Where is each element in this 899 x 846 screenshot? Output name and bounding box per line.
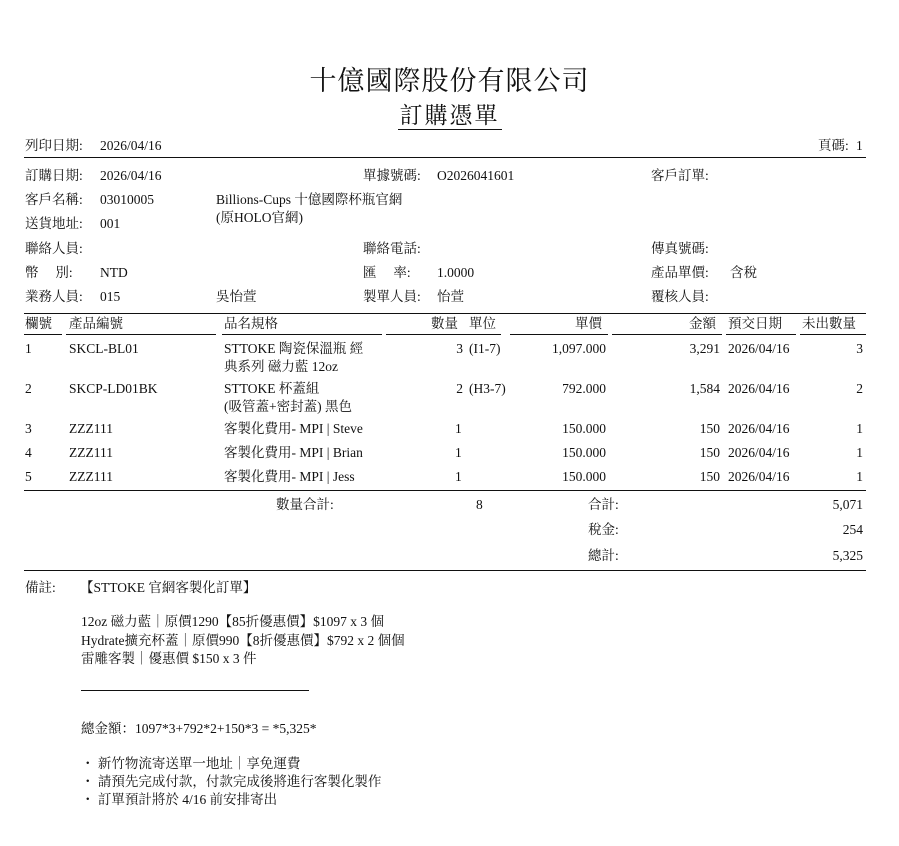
cell-spec-line1: STTOKE 杯蓋組 — [224, 381, 320, 396]
cell-spec-line1: 客製化費用- MPI | Jess — [224, 469, 355, 484]
customer-code: 03010005 — [100, 192, 154, 207]
cell-remaining: 1 — [856, 469, 863, 484]
cell-amount: 3,291 — [689, 341, 720, 356]
cell-spec-line1: 客製化費用- MPI | Brian — [224, 445, 363, 460]
document-title-text: 訂購憑單 — [399, 103, 500, 128]
contact-label: 聯絡人員: — [25, 241, 83, 256]
page-number: 1 — [856, 138, 863, 153]
remarks-bullet-3: ・ 訂單預計將於 4/16 前安排寄出 — [81, 792, 278, 807]
ship-address: 001 — [100, 216, 121, 231]
th-due: 預交日期 — [728, 316, 782, 331]
cell-code: ZZZ111 — [69, 421, 113, 436]
doc-no: O2026041601 — [437, 168, 515, 183]
sales-label: 業務人員: — [25, 289, 83, 304]
cell-due: 2026/04/16 — [728, 445, 790, 460]
price-type: 含稅 — [730, 265, 757, 280]
cell-remaining: 3 — [856, 341, 863, 356]
sales-name: 吳怡萱 — [216, 289, 257, 304]
cell-qty: 1 — [455, 469, 462, 484]
order-date-label: 訂購日期: — [25, 168, 83, 183]
cell-qty: 1 — [455, 421, 462, 436]
order-date: 2026/04/16 — [100, 168, 162, 183]
cell-unit: (I1-7) — [469, 341, 501, 356]
page-label: 頁碼: — [818, 138, 849, 153]
grand-total: 5,325 — [832, 548, 863, 563]
remarks-bullet-2: ・ 請預先完成付款，付款完成後將進行客製化製作 — [81, 774, 382, 789]
cell-amount: 150 — [699, 469, 720, 484]
cell-unit: (H3-7) — [469, 381, 506, 396]
th-code: 產品編號 — [69, 316, 123, 331]
cell-price: 150.000 — [562, 421, 606, 436]
cell-remaining: 1 — [856, 421, 863, 436]
cell-amount: 150 — [699, 421, 720, 436]
cell-due: 2026/04/16 — [728, 381, 790, 396]
cell-qty: 1 — [455, 445, 462, 460]
cell-spec-line1: 客製化費用- MPI | Steve — [224, 421, 363, 436]
th-price: 單價 — [575, 316, 602, 331]
cell-no: 2 — [25, 381, 32, 396]
remarks-title: 【STTOKE 官網客製化訂單】 — [80, 580, 257, 595]
cell-no: 3 — [25, 421, 32, 436]
th-qty: 數量 — [431, 316, 458, 331]
fax-label: 傳真號碼: — [651, 241, 709, 256]
cell-spec-line1: STTOKE 陶瓷保溫瓶 經 — [224, 341, 364, 356]
remarks-bullet-1: ・ 新竹物流寄送單一地址｜享免運費 — [81, 756, 301, 771]
maker: 怡萱 — [437, 289, 464, 304]
company-name: 十億國際股份有限公司 — [309, 66, 590, 96]
cell-qty: 2 — [456, 381, 463, 396]
cell-due: 2026/04/16 — [728, 469, 790, 484]
cell-qty: 3 — [456, 341, 463, 356]
remarks-line-3: 雷雕客製｜優惠價 $150 x 3 件 — [81, 651, 257, 666]
cell-no: 4 — [25, 445, 32, 460]
cell-no: 1 — [25, 341, 32, 356]
th-amount: 金額 — [689, 316, 716, 331]
cell-remaining: 2 — [856, 381, 863, 396]
cell-code: ZZZ111 — [69, 469, 113, 484]
qty-total-label: 數量合計: — [276, 497, 334, 512]
cell-remaining: 1 — [856, 445, 863, 460]
remarks-line-2: Hydrate擴充杯蓋｜原價990【8折優惠價】$792 x 2 個個 — [81, 633, 405, 648]
header-divider — [24, 157, 866, 158]
cell-due: 2026/04/16 — [728, 421, 790, 436]
tax-label: 稅金: — [588, 522, 619, 537]
cell-code: ZZZ111 — [69, 445, 113, 460]
customer-name-line2: (原HOLO官網) — [216, 210, 303, 225]
cell-price: 150.000 — [562, 445, 606, 460]
cell-code: SKCL-BL01 — [69, 341, 139, 356]
subtotal: 5,071 — [832, 497, 863, 512]
cell-price: 1,097.000 — [552, 341, 606, 356]
remarks-line-1: 12oz 磁力藍｜原價1290【85折優惠價】$1097 x 3 個 — [81, 614, 384, 629]
exchange-rate: 1.0000 — [437, 265, 475, 280]
table-bottom-line — [24, 490, 866, 491]
sales-code: 015 — [100, 289, 121, 304]
doc-no-label: 單據號碼: — [363, 168, 421, 183]
print-date-label: 列印日期: — [25, 138, 83, 153]
remarks-divider — [81, 690, 309, 691]
customer-order-label: 客戶訂單: — [651, 168, 709, 183]
cell-amount: 150 — [699, 445, 720, 460]
document-title — [0, 102, 899, 130]
cell-code: SKCP-LD01BK — [69, 381, 158, 396]
th-spec: 品名規格 — [224, 316, 278, 331]
print-date: 2026/04/16 — [100, 138, 162, 153]
cell-due: 2026/04/16 — [728, 341, 790, 356]
price-type-label: 產品單價: — [651, 265, 709, 280]
cell-no: 5 — [25, 469, 32, 484]
cell-price: 150.000 — [562, 469, 606, 484]
currency-label: 幣 別: — [25, 265, 73, 280]
cell-price: 792.000 — [562, 381, 606, 396]
subtotal-label: 合計: — [588, 497, 619, 512]
phone-label: 聯絡電話: — [363, 241, 421, 256]
cell-spec-line2: 典系列 磁力藍 12oz — [224, 359, 338, 374]
customer-name-label: 客戶名稱: — [25, 192, 83, 207]
remarks-total-line: 總金額：1097*3+792*2+150*3 = *5,325* — [81, 721, 317, 736]
remarks-label: 備註: — [25, 580, 56, 595]
maker-label: 製單人員: — [363, 289, 421, 304]
th-unit: 單位 — [469, 316, 496, 331]
qty-total: 8 — [476, 497, 483, 512]
totals-bottom-line — [24, 570, 866, 571]
th-remaining: 未出數量 — [802, 316, 856, 331]
cell-amount: 1,584 — [689, 381, 720, 396]
exchange-rate-label: 匯 率: — [363, 265, 411, 280]
ship-address-label: 送貨地址: — [25, 216, 83, 231]
th-no: 欄號 — [25, 316, 52, 331]
customer-name-line1: Billions-Cups 十億國際杯瓶官網 — [216, 192, 403, 207]
tax: 254 — [842, 522, 863, 537]
grand-total-label: 總計: — [588, 548, 619, 563]
reviewer-label: 覆核人員: — [651, 289, 709, 304]
cell-spec-line2: (吸管蓋+密封蓋) 黑色 — [224, 399, 352, 414]
currency: NTD — [100, 265, 128, 280]
